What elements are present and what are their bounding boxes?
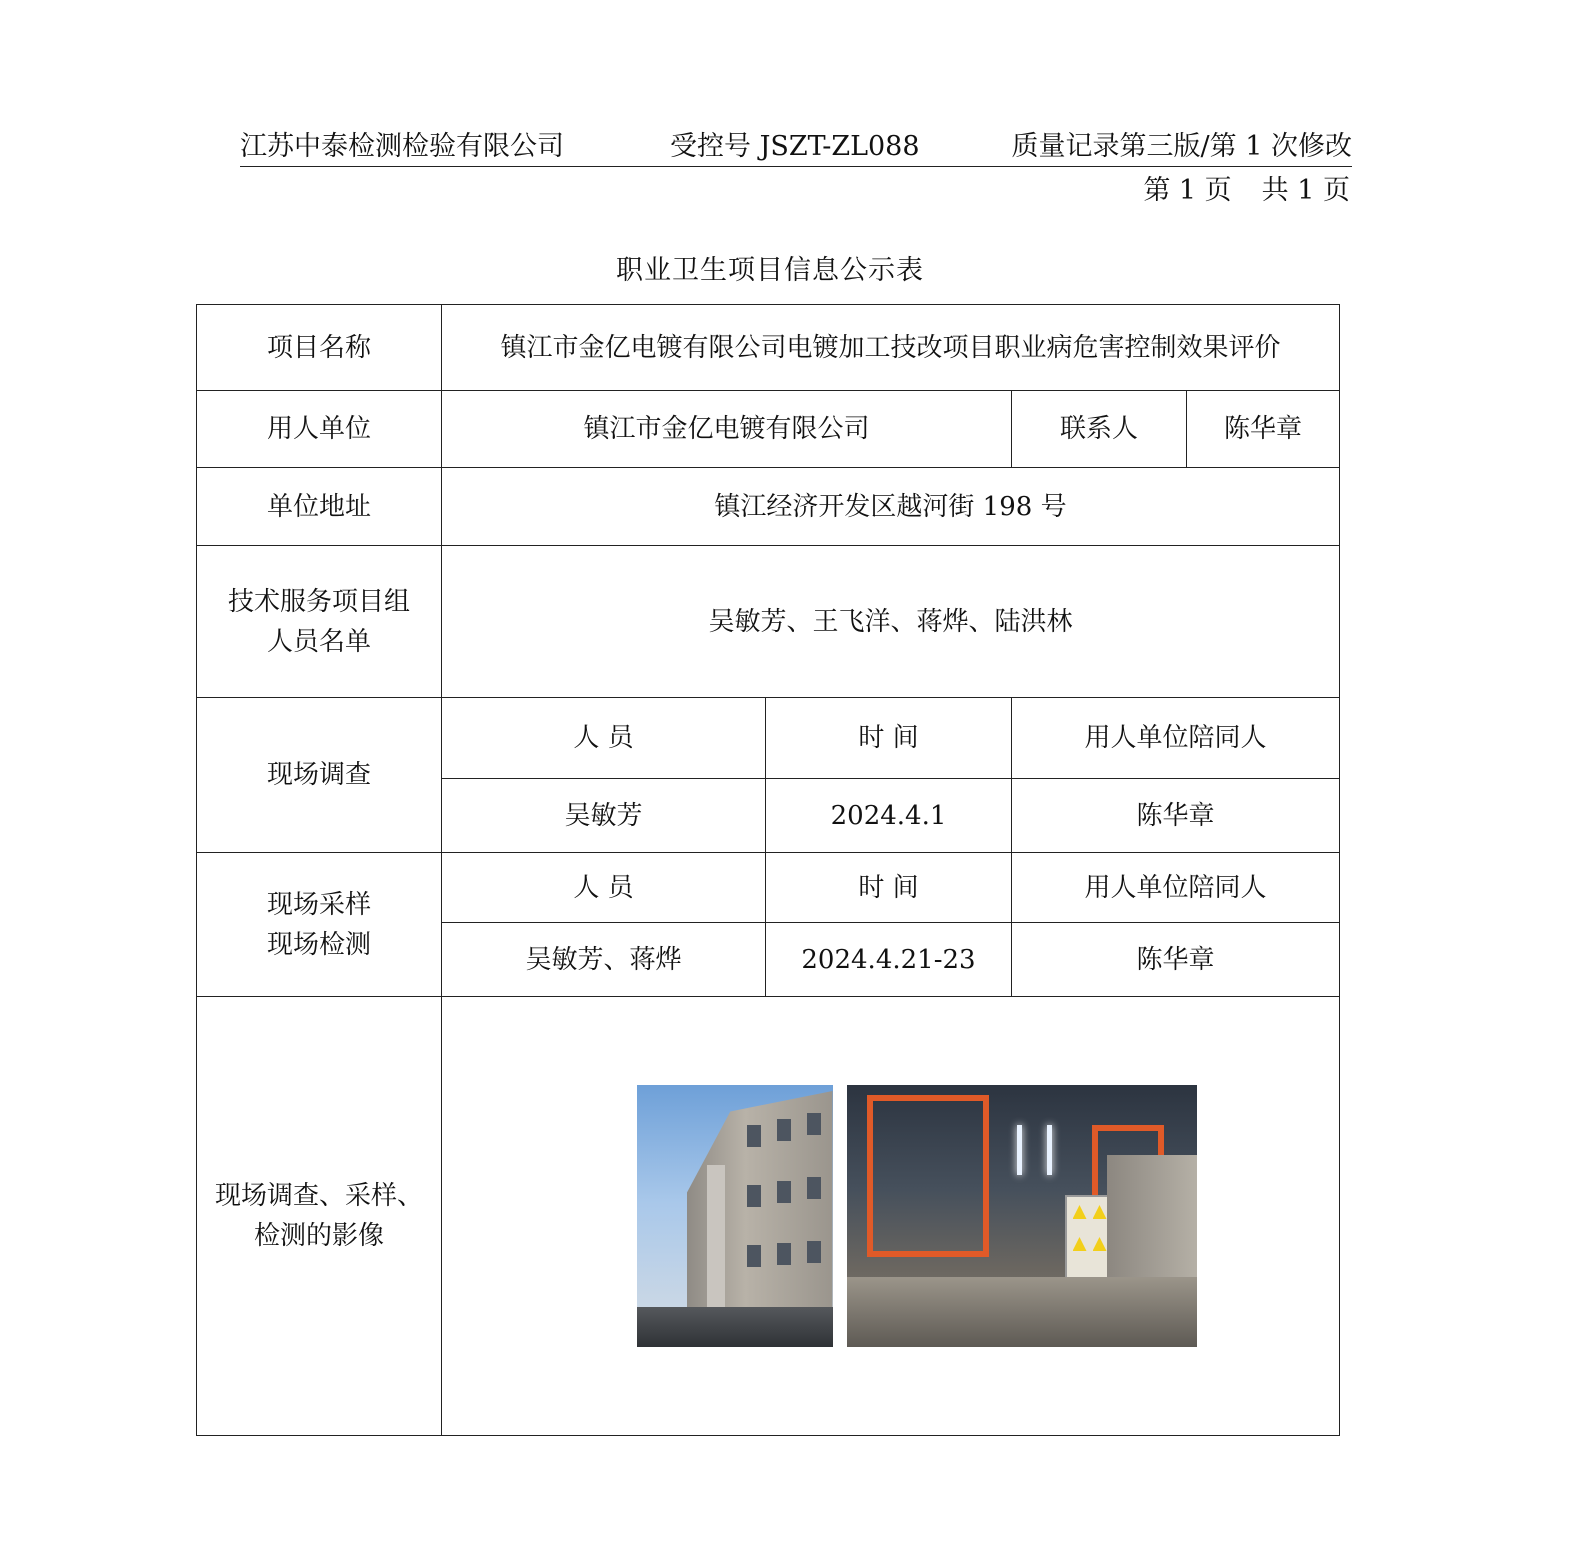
plating-line-frame — [867, 1095, 989, 1257]
warning-sign-icon — [1093, 1237, 1107, 1251]
sampling-escort: 陈华章 — [1012, 923, 1340, 997]
images-label-line1: 现场调查、采样、 — [214, 1181, 423, 1211]
sampling-col-time: 时 间 — [766, 853, 1012, 923]
warning-sign-icon — [1073, 1205, 1087, 1219]
team-label-line1: 技术服务项目组 — [227, 586, 410, 617]
warning-sign-icon — [1073, 1237, 1087, 1251]
sampling-label-line2: 现场检测 — [266, 929, 371, 960]
survey-personnel: 吴敏芳 — [442, 779, 766, 853]
building-window — [807, 1113, 821, 1135]
sampling-label-line1: 现场采样 — [266, 889, 371, 920]
address-label: 单位地址 — [197, 468, 442, 546]
contact-label: 联系人 — [1012, 391, 1187, 468]
project-name-value: 镇江市金亿电镀有限公司电镀加工技改项目职业病危害控制效果评价 — [442, 305, 1340, 391]
building-window — [807, 1177, 821, 1199]
page-total: 共 1 页 — [1261, 175, 1350, 206]
header-control-number: 受控号 JSZT-ZL088 — [670, 131, 920, 162]
exhaust-duct — [707, 1165, 725, 1315]
sampling-col-escort: 用人单位陪同人 — [1012, 853, 1340, 923]
team-value: 吴敏芳、王飞洋、蒋烨、陆洪林 — [442, 546, 1340, 698]
building-window — [747, 1245, 761, 1267]
document-title: 职业卫生项目信息公示表 — [616, 255, 924, 286]
images-cell — [442, 997, 1340, 1436]
project-info-table — [196, 304, 1340, 1436]
contact-value: 陈华章 — [1187, 391, 1340, 468]
table-row — [197, 391, 1340, 468]
workshop-interior-photo — [847, 1085, 1197, 1347]
team-label-line2: 人员名单 — [266, 626, 371, 657]
table-row — [197, 698, 1340, 779]
page-current: 第 1 页 — [1143, 175, 1232, 206]
ceiling-light — [1017, 1125, 1022, 1175]
table-row — [197, 546, 1340, 698]
building-window — [747, 1185, 761, 1207]
building-window — [777, 1181, 791, 1203]
building-window — [777, 1243, 791, 1265]
project-name-label: 项目名称 — [197, 305, 442, 391]
building-window — [747, 1125, 761, 1147]
building-window — [807, 1241, 821, 1263]
table-row — [197, 305, 1340, 391]
employer-value: 镇江市金亿电镀有限公司 — [442, 391, 1012, 468]
sampling-label — [197, 853, 442, 997]
employer-label: 用人单位 — [197, 391, 442, 468]
survey-time: 2024.4.1 — [766, 779, 1012, 853]
site-photos — [442, 1085, 1339, 1347]
sampling-col-personnel: 人 员 — [442, 853, 766, 923]
sampling-time: 2024.4.21-23 — [766, 923, 1012, 997]
header-company: 江苏中泰检测检验有限公司 — [240, 131, 564, 162]
ceiling-light — [1047, 1125, 1052, 1175]
survey-col-time: 时 间 — [766, 698, 1012, 779]
work-bench — [847, 1277, 1197, 1347]
page-info — [1143, 168, 1350, 207]
table-row — [197, 853, 1340, 923]
images-label — [197, 997, 442, 1436]
building-exterior-photo — [637, 1085, 833, 1347]
survey-escort: 陈华章 — [1012, 779, 1340, 853]
building-window — [777, 1119, 791, 1141]
survey-col-personnel: 人 员 — [442, 698, 766, 779]
table-row — [197, 468, 1340, 546]
survey-label: 现场调查 — [197, 698, 442, 853]
sampling-personnel: 吴敏芳、蒋烨 — [442, 923, 766, 997]
address-value: 镇江经济开发区越河街 198 号 — [442, 468, 1340, 546]
survey-col-escort: 用人单位陪同人 — [1012, 698, 1340, 779]
header-version: 质量记录第三版/第 1 次修改 — [1011, 131, 1352, 162]
ground-area — [637, 1307, 833, 1347]
table-row — [197, 997, 1340, 1436]
images-label-line2: 检测的影像 — [253, 1221, 384, 1251]
warning-sign-icon — [1093, 1205, 1107, 1219]
team-label — [197, 546, 442, 698]
document-header — [240, 124, 1352, 167]
